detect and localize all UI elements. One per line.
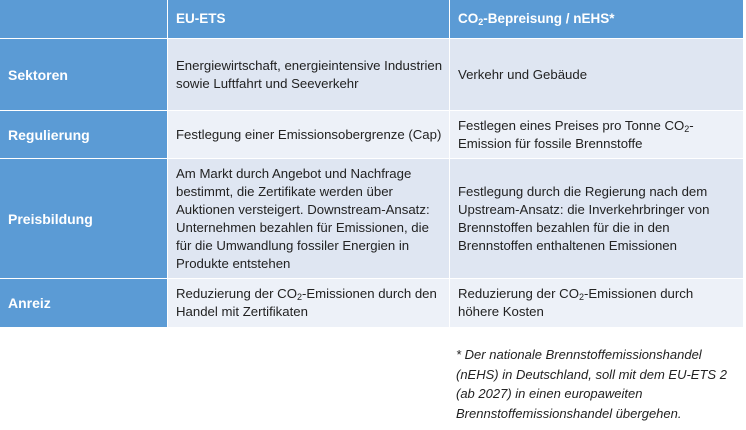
row-label-regulierung: Regulierung [0, 110, 167, 158]
cell-regulierung-nehs: Festlegen eines Preises pro Tonne $CO_2$-Emission für fossile Brennstoffe [449, 110, 743, 158]
row-label-anreiz: Anreiz [0, 278, 167, 327]
header-eu-ets [167, 0, 449, 38]
cell-anreiz-ets: Reduzierung der $CO_2$-Emissionen durch den Handel mit Zertifikaten [167, 278, 449, 327]
cell-anreiz-nehs: Reduzierung der $CO_2$-Emissionen durch höhere Kosten [449, 278, 743, 327]
row-label-preisbildung: Preisbildung [0, 158, 167, 278]
row-label-sektoren: Sektoren [0, 38, 167, 110]
cell-preisbildung-ets: Am Markt durch Angebot und Nachfrage bestimmt, die Zertifikate werden über Auktionen versteigert. Downstream-Ansatz: Unternehmen bezahlen für Emissionen, die für die Umwandlung fossiler Energien in Produkte entstehen [167, 158, 449, 278]
cell-regulierung-ets: Festlegung einer Emissionsobergrenze (Cap) [167, 110, 449, 158]
header-co2-bepreisung [449, 0, 743, 38]
cell-sektoren-nehs: Verkehr und Gebäude [449, 38, 743, 110]
footnote: * Der nationale Brennstoffemissionshandel (nEHS) in Deutschland, soll mit dem EU-ETS 2 (ab 2027) in einen europaweiten Brennstoffemissionshandel übergehen. [456, 347, 727, 421]
cell-sektoren-ets: Energiewirtschaft, energieintensive Industrien sowie Luftfahrt und Seeverkehr [167, 38, 449, 110]
header-empty-cell [0, 0, 167, 38]
header-co2-bepreisung-label: $CO_2$-Bepreisung / nEHS* [458, 11, 615, 27]
cell-preisbildung-nehs: Festlegung durch die Regierung nach dem Upstream-Ansatz: die Inverkehrbringer von Brennstoffen bezahlen für die in den Brennstoffen enthaltenen Emissionen [449, 158, 743, 278]
header-eu-ets-label: EU-ETS [176, 11, 226, 26]
